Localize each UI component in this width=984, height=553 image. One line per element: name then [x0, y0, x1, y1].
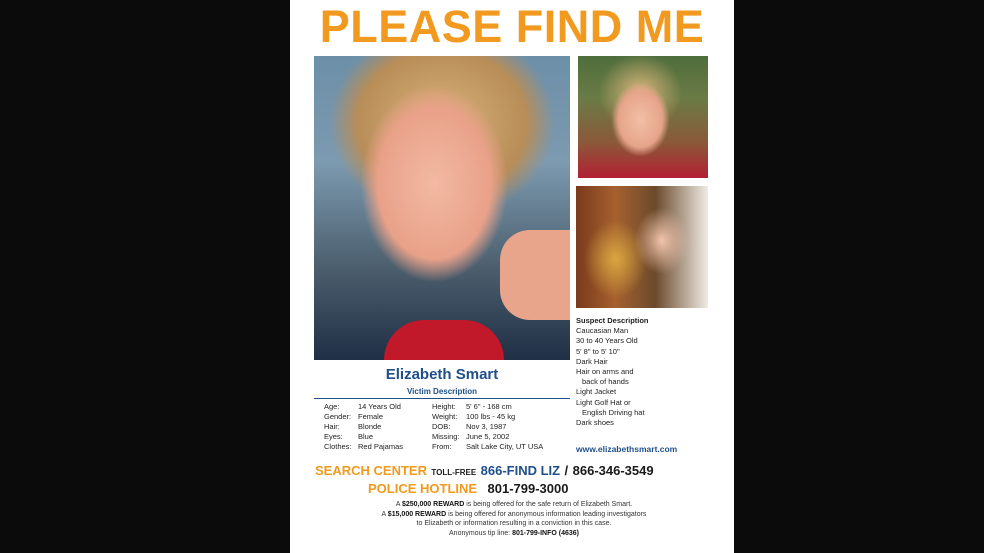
victim-row: Weight: 100 lbs - 45 kg — [432, 412, 516, 421]
victim-row: Gender: Female — [324, 412, 384, 421]
reward-fine-print — [312, 500, 716, 538]
victim-row: From: Salt Lake City, UT USA — [432, 442, 544, 451]
reward-line-4: Anonymous tip line: 801-799-INFO (4636) — [449, 529, 579, 537]
victim-row: Height: 5' 6" - 168 cm — [432, 402, 512, 411]
missing-person-poster — [290, 0, 734, 553]
suspect-line: English Driving hat — [582, 407, 645, 417]
suspect-line: Light Golf Hat or — [576, 397, 631, 407]
reward-line-3: to Elizabeth or information resulting in a conviction in this case. — [416, 520, 612, 527]
suspect-line: Hair on arms and — [576, 367, 634, 377]
suspect-description — [576, 316, 716, 428]
police-hotline-line — [368, 480, 688, 498]
search-center-label: SEARCH CENTER — [315, 463, 427, 478]
suspect-line: Light Jacket — [576, 387, 617, 397]
website-link[interactable]: www.elizabethsmart.com — [576, 444, 678, 454]
reward-line-2: A $15,000 REWARD is being offered for anonymous information leading investigators — [381, 510, 647, 518]
suspect-line: Dark Hair — [576, 356, 608, 366]
victim-row: Age: 14 Years Old — [324, 402, 401, 411]
suspect-line: 5' 8" to 5' 10" — [576, 346, 620, 356]
main-photo — [314, 56, 570, 360]
police-hotline-number: 801-799-3000 — [487, 481, 569, 496]
victim-name: Elizabeth Smart — [385, 366, 499, 383]
harp-photo — [576, 186, 708, 308]
victim-row: DOB: Nov 3, 1987 — [432, 422, 507, 431]
top-photo — [578, 56, 708, 178]
victim-row: Missing: June 5, 2002 — [432, 432, 510, 441]
tollfree-label: TOLL-FREE — [431, 468, 477, 477]
search-center-number-2: 866-346-3549 — [572, 463, 654, 478]
number-separator: / — [564, 463, 569, 478]
suspect-line: Dark shoes — [576, 418, 614, 428]
suspect-line: 30 to 40 Years Old — [576, 336, 638, 346]
victim-description-label: Victim Description — [314, 387, 570, 399]
reward-line-1: A $250,000 REWARD is being offered for the safe return of Elizabeth Smart. — [395, 501, 633, 508]
police-hotline-label: POLICE HOTLINE — [368, 481, 478, 496]
victim-row: Clothes: Red Pajamas — [324, 442, 404, 451]
suspect-title: Suspect Description — [576, 316, 649, 325]
search-center-line — [315, 462, 734, 480]
victim-row: Hair: Blonde — [324, 422, 382, 431]
search-center-number-1: 866-FIND LIZ — [480, 463, 561, 478]
poster-headline: PLEASE FIND ME — [319, 1, 705, 52]
victim-row: Eyes: Blue — [324, 432, 374, 441]
photo-shirt-shape — [384, 320, 504, 360]
suspect-line: Caucasian Man — [576, 326, 629, 336]
photo-arm-shape — [500, 230, 570, 320]
suspect-line: back of hands — [582, 377, 629, 387]
